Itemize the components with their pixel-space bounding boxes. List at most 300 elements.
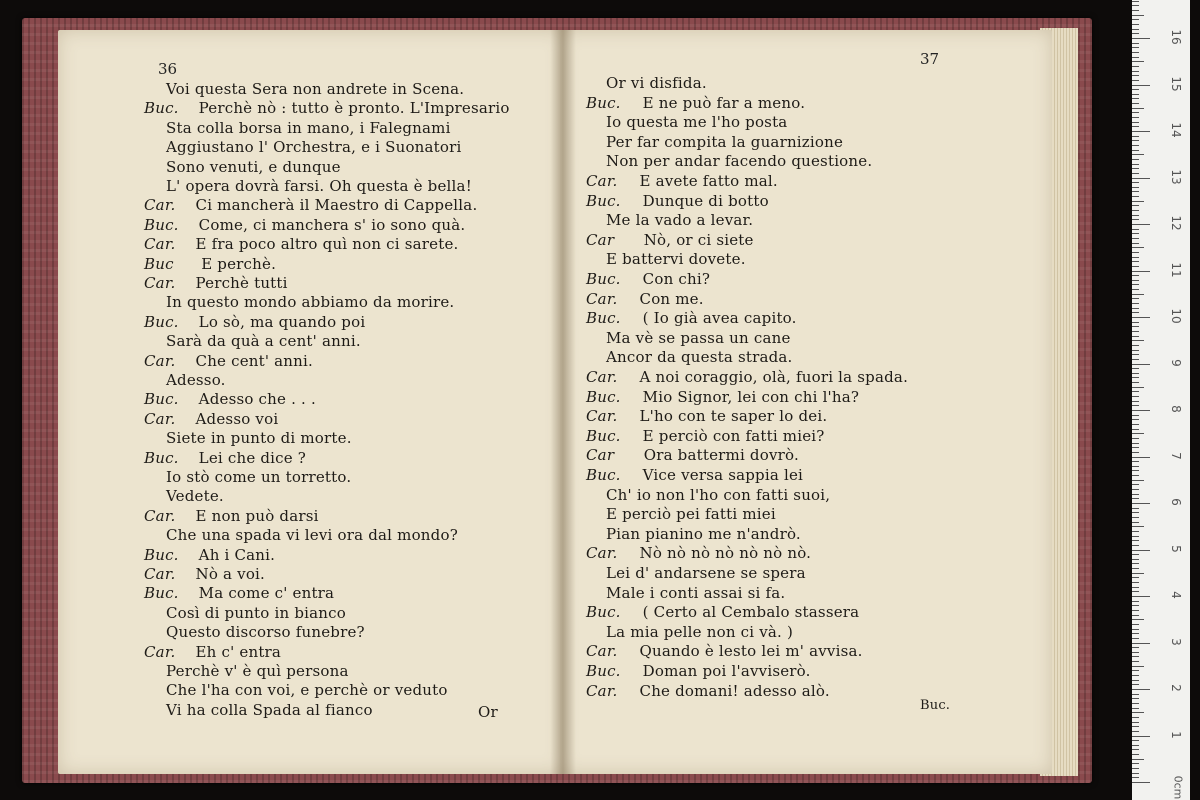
ruler-tick [1132,619,1144,620]
text-line [144,313,365,331]
text-line [586,368,908,386]
ruler-tick [1132,633,1139,634]
ruler-tick [1132,559,1139,560]
ruler-tick [1132,238,1139,239]
ruler-tick [1132,126,1139,127]
line-text: Dunque di botto [642,191,769,210]
ruler-tick [1132,1,1139,2]
book-gutter [550,30,576,774]
text-line [144,584,334,602]
speaker-label: Car. [586,642,618,661]
speaker-label: Car. [144,351,176,370]
ruler-tick [1132,233,1139,234]
speaker-label: Buc. [586,387,621,406]
ruler-tick [1132,210,1139,211]
line-text: E perchè. [201,254,277,273]
text-line: Che una spada vi levi ora dal mondo? [166,526,458,545]
line-text: Vice versa sappia lei [642,466,804,484]
ruler-tick [1132,508,1139,509]
text-line [586,94,805,112]
ruler-tick [1132,317,1150,318]
catchword: Buc. [920,698,951,713]
ruler-tick [1132,545,1139,546]
text-line: Lei d' andarsene se spera [606,564,806,582]
ruler-tick [1132,512,1139,513]
text-line [144,546,275,564]
ruler-tick [1132,522,1139,523]
line-text: E avete fatto mal. [639,172,778,190]
ruler-tick [1132,722,1139,723]
ruler-tick [1132,447,1139,448]
line-text: Nò, or ci siete [643,230,754,249]
ruler-tick [1132,424,1139,425]
ruler-tick [1132,638,1139,639]
ruler-tick [1132,531,1139,532]
ruler-number: 7 [1169,451,1183,460]
line-text: Ma come c' entra [198,584,335,603]
ruler-tick [1132,573,1144,574]
speaker-label: Car. [144,409,176,428]
text-line [144,196,477,214]
text-line: Or vi disfida. [606,74,707,92]
line-text: L'ho con te saper lo dei. [639,407,828,426]
ruler-tick [1132,354,1139,355]
ruler-number: 13 [1169,168,1183,185]
text-line: Sono venuti, e dunque [166,157,341,176]
text-line: Così di punto in bianco [166,603,346,622]
ruler-tick [1132,117,1139,118]
line-text: Quando è lesto lei m' avvisa. [639,642,863,661]
ruler-number: 16 [1169,29,1183,45]
text-line [144,565,265,583]
ruler-tick [1132,596,1150,597]
ruler-tick [1132,191,1139,192]
ruler-tick [1132,457,1150,458]
ruler-number: 11 [1169,261,1183,278]
ruler-number: 4 [1169,591,1183,599]
ruler-tick [1132,712,1144,713]
ruler-number: 10 [1169,308,1183,324]
ruler-tick [1132,443,1139,444]
ruler-tick [1132,10,1139,11]
ruler-tick [1132,112,1139,113]
ruler-tick [1132,173,1139,174]
ruler-tick [1132,429,1139,430]
text-line: Voi questa Sera non andrete in Scena. [166,80,465,98]
line-text: E fra poco altro quì non ci sarete. [195,235,459,254]
line-text: E non può darsi [195,506,319,525]
ruler-tick [1132,61,1144,62]
line-text: Con chi? [642,270,711,288]
line-text: Ci mancherà il Maestro di Cappella. [195,196,478,215]
line-text: Ora battermi dovrò. [643,446,799,465]
speaker-label: Buc. [586,662,621,680]
ruler-tick [1132,89,1139,90]
line-text: Come, ci manchera s' io sono quà. [198,215,466,234]
ruler-tick [1132,57,1139,58]
text-line [586,407,827,425]
line-text: Che cent' anni. [195,351,313,370]
ruler-tick [1132,773,1139,774]
speaker-label: Buc. [586,93,621,112]
speaker-label: Car. [586,172,618,190]
speaker-label: Buc. [586,603,621,622]
ruler-tick [1132,145,1139,146]
text-line [144,274,288,292]
ruler-number: 14 [1169,122,1183,138]
text-line: Questo discorso funebre? [166,623,365,642]
ruler-tick [1132,243,1139,244]
ruler-tick [1132,377,1139,378]
text-line: Adesso. [166,371,226,389]
speaker-label: Buc. [586,466,621,484]
ruler-tick [1132,66,1139,67]
text-line [586,309,797,327]
ruler-tick [1132,540,1139,541]
text-line [144,255,276,273]
speaker-label: Car. [144,274,176,292]
line-text: Che domani! adesso alò. [639,681,830,700]
ruler-tick [1132,187,1139,188]
speaker-label: Buc. [586,270,621,288]
ruler-tick [1132,391,1139,392]
ruler-tick [1132,280,1139,281]
ruler-tick [1132,150,1139,151]
ruler-tick [1132,736,1150,737]
text-line [586,270,710,288]
ruler-tick [1132,563,1139,564]
ruler-tick [1132,196,1139,197]
line-text: E ne può far a meno. [642,93,806,112]
ruler-tick [1132,154,1144,155]
speaker-label: Buc. [144,99,179,118]
text-line [586,231,754,249]
text-line: Siete in punto di morte. [166,429,352,448]
ruler-tick [1132,643,1150,644]
ruler-tick [1132,80,1139,81]
ruler-tick [1132,587,1139,588]
ruler-tick [1132,71,1139,72]
ruler-tick [1132,345,1139,346]
ruler-tick [1132,322,1139,323]
speaker-label: Car. [586,681,618,700]
ruler-tick [1132,331,1139,332]
ruler-tick [1132,326,1139,327]
ruler-tick [1132,98,1139,99]
ruler-number: 8 [1169,405,1183,413]
ruler-tick [1132,103,1139,104]
ruler-tick [1132,298,1139,299]
ruler-tick [1132,680,1139,681]
ruler-tick [1132,215,1139,216]
line-text: ( Io già avea capito. [642,309,797,328]
text-line [586,290,704,308]
ruler-tick [1132,652,1139,653]
ruler-tick [1132,670,1139,671]
ruler-tick [1132,536,1139,537]
ruler-tick [1132,726,1139,727]
text-line: Sta colla borsa in mano, i Falegnami [166,118,451,137]
speaker-label: Car. [586,368,618,386]
ruler-tick [1132,308,1139,309]
text-line: Ch' io non l'ho con fatti suoi, [606,485,831,504]
text-line [586,192,769,210]
text-line [144,216,465,234]
line-text: Mio Signor, lei con chi l'ha? [642,387,860,406]
speaker-label: Buc. [144,215,179,234]
ruler-tick [1132,601,1139,602]
ruler-tick [1132,396,1139,397]
speaker-label: Car. [144,235,176,254]
ruler-tick [1132,122,1139,123]
ruler-tick [1132,694,1139,695]
text-line: Sarà da quà a cent' anni. [166,332,361,351]
text-line: Ma vè se passa un cane [606,328,791,347]
ruler-tick [1132,136,1139,137]
speaker-label: Car. [586,407,618,426]
ruler-tick [1132,768,1139,769]
text-line: Vedete. [166,487,224,506]
ruler-tick [1132,43,1139,44]
text-line: Perchè v' è quì persona [166,662,349,680]
ruler-tick [1132,368,1139,369]
ruler-tick [1132,661,1139,662]
speaker-label: Buc. [144,584,179,603]
ruler-number: 12 [1169,215,1183,231]
speaker-label: Buc [144,254,174,273]
ruler-tick [1132,382,1139,383]
text-line: Me la vado a levar. [606,211,754,230]
text-line: Ancor da questa strada. [606,348,793,367]
ruler-tick [1132,405,1139,406]
ruler-tick [1132,517,1139,518]
page-number-left: 36 [158,60,178,78]
ruler-tick [1132,647,1139,648]
ruler-tick [1132,75,1139,76]
ruler-tick [1132,266,1139,267]
ruler-tick [1132,289,1139,290]
ruler-tick [1132,526,1144,527]
speaker-label: Buc. [586,309,621,328]
ruler-tick [1132,108,1144,109]
ruler-tick [1132,205,1139,206]
ruler-tick [1132,401,1139,402]
text-line [586,446,799,464]
ruler-tick [1132,568,1139,569]
speaker-label: Buc. [586,426,621,445]
ruler-tick [1132,340,1144,341]
text-line [586,388,859,406]
line-text: Con me. [639,289,704,308]
ruler-tick [1132,284,1139,285]
text-line: L' opera dovrà farsi. Oh questa è bella! [166,177,472,195]
ruler-tick [1132,433,1144,434]
speaker-label: Buc. [144,545,179,564]
ruler-tick [1132,415,1139,416]
text-line: Che l'ha con voi, e perchè or veduto [166,681,448,700]
speaker-label: Car. [144,642,176,661]
ruler-number: 6 [1169,498,1183,506]
text-line [144,352,313,370]
ruler-tick [1132,373,1139,374]
ruler-tick [1132,703,1139,704]
ruler-tick [1132,480,1144,481]
ruler-number: 3 [1169,637,1183,646]
line-text: Nò a voi. [195,565,266,583]
ruler-tick [1132,85,1150,86]
ruler-tick [1132,610,1139,611]
ruler-tick [1132,550,1150,551]
text-line: La mia pelle non ci và. ) [606,622,794,641]
ruler-tick [1132,229,1139,230]
line-text: Lei che dice ? [198,448,307,467]
ruler-tick [1132,777,1139,778]
ruler-tick [1132,303,1139,304]
ruler-tick [1132,470,1139,471]
ruler-tick [1132,666,1144,667]
ruler-tick [1132,489,1139,490]
ruler-tick [1132,350,1139,351]
ruler-tick [1132,419,1139,420]
ruler-tick [1132,271,1150,272]
ruler-tick [1132,498,1139,499]
ruler-tick [1132,624,1139,625]
line-text: E perciò con fatti miei? [642,426,825,445]
text-line [586,603,859,621]
ruler-tick [1132,461,1139,462]
text-line: Aggiustano l' Orchestra, e i Suonatori [166,138,462,157]
ruler-tick [1132,754,1139,755]
line-text: Adesso voi [195,409,279,428]
ruler-tick [1132,275,1139,276]
ruler-tick [1132,577,1139,578]
text-line [144,507,319,525]
text-line [144,235,459,253]
speaker-label: Car [586,446,615,465]
left-page [58,30,564,774]
text-line: Pian pianino me n'andrò. [606,524,801,543]
ruler-tick [1132,224,1150,225]
measuring-ruler [1132,0,1190,800]
line-text: Nò nò nò nò nò nò nò. [639,544,812,563]
ruler-tick [1132,698,1139,699]
ruler-tick [1132,484,1139,485]
line-text: Adesso che . . . [198,390,316,409]
line-text: Eh c' entra [195,642,282,661]
text-line: E battervi dovete. [606,250,746,269]
ruler-tick [1132,591,1139,592]
text-line: Per far compita la guarnizione [606,132,844,151]
ruler-tick [1132,364,1150,365]
speaker-label: Car. [144,565,176,583]
ruler-tick [1132,219,1139,220]
ruler-unit: 0cm [1171,775,1185,800]
text-line [586,172,778,190]
ruler-tick [1132,782,1150,783]
ruler-tick [1132,182,1139,183]
text-line [144,99,510,117]
text-line [144,643,281,661]
text-line: Vi ha colla Spada al fianco [166,700,373,719]
text-line [586,466,803,484]
line-text: A noi coraggio, olà, fuori la spada. [639,368,909,386]
ruler-tick [1132,140,1139,141]
ruler-tick [1132,749,1139,750]
ruler-tick [1132,359,1139,360]
ruler-tick [1132,475,1139,476]
line-text: Perchè tutti [195,274,288,292]
ruler-tick [1132,47,1139,48]
ruler-tick [1132,168,1139,169]
ruler-tick [1132,247,1144,248]
text-line: Io questa me l'ho posta [606,113,788,132]
text-line: In questo mondo abbiamo da morire. [166,293,455,312]
ruler-tick [1132,19,1139,20]
ruler-tick [1132,201,1144,202]
ruler-tick [1132,336,1139,337]
ruler-tick [1132,33,1139,34]
ruler-tick [1132,615,1139,616]
line-text: Lo sò, ma quando poi [198,312,366,331]
ruler-tick [1132,387,1144,388]
ruler-tick [1132,656,1139,657]
ruler-tick [1132,763,1139,764]
ruler-tick [1132,410,1150,411]
ruler-tick [1132,131,1150,132]
ruler-tick [1132,684,1139,685]
ruler-tick [1132,466,1139,467]
text-line: Io stò come un torretto. [166,468,352,486]
ruler-number: 5 [1169,544,1183,553]
text-line [586,662,811,680]
line-text: Ah i Cani. [198,545,276,564]
text-line: Male i conti assai si fa. [606,583,786,602]
ruler-tick [1132,261,1139,262]
ruler-number: 1 [1169,730,1183,739]
ruler-tick [1132,629,1139,630]
text-line [144,410,278,428]
ruler-number: 15 [1169,75,1183,92]
line-text: ( Certo al Cembalo stassera [642,603,860,622]
speaker-label: Car. [586,289,618,308]
ruler-tick [1132,452,1139,453]
ruler-tick [1132,294,1144,295]
ruler-tick [1132,689,1150,690]
speaker-label: Buc. [144,312,179,331]
ruler-tick [1132,15,1144,16]
page-number-right: 37 [920,50,940,68]
text-line: Non per andar facendo questione. [606,152,873,171]
text-line [586,682,830,700]
ruler-tick [1132,717,1139,718]
text-line [586,544,811,562]
ruler-tick [1132,52,1139,53]
ruler-tick [1132,554,1139,555]
ruler-tick [1132,29,1139,30]
speaker-label: Buc. [586,191,621,210]
line-text: Perchè nò : tutto è pronto. L'Impresario [198,99,510,118]
speaker-label: Car. [144,506,176,525]
ruler-number: 9 [1169,358,1183,367]
ruler-tick [1132,503,1150,504]
right-page [560,30,1052,774]
catchword: Or [478,703,498,721]
text-line [144,449,306,467]
ruler-tick [1132,745,1139,746]
ruler-number: 2 [1169,684,1183,692]
line-text: Doman poi l'avviserò. [642,662,811,680]
ruler-tick [1132,94,1139,95]
